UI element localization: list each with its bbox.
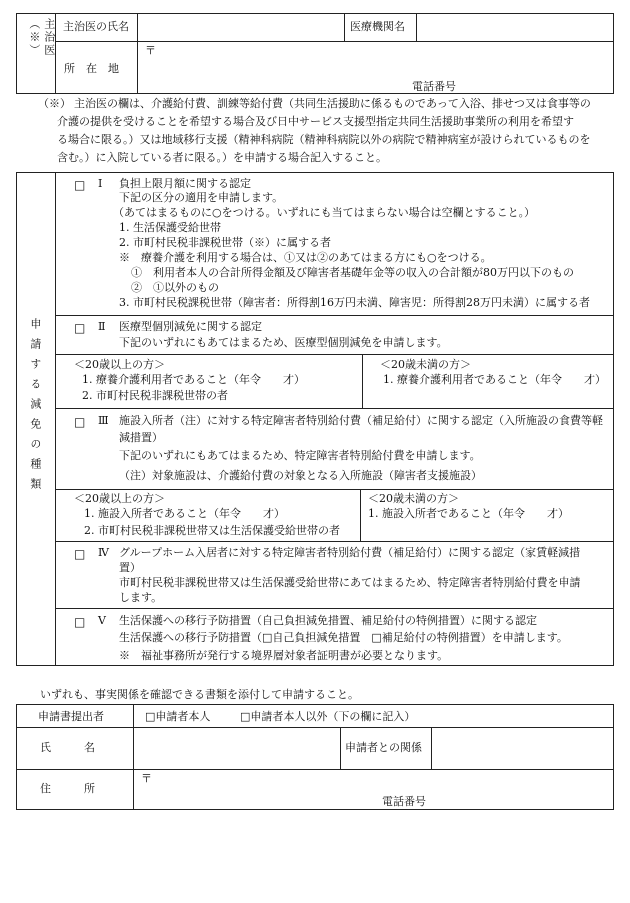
note-line1: 主治医の欄は、介護給付費、訓練等給付費（共同生活援助に係るものであって入浴、排せつ又は食事等の (74, 97, 591, 110)
s4-title: グループホーム入居者に対する特定障害者特別給付費（補足給付）に関する認定（家賃軽減措 (119, 546, 581, 559)
s4-checkbox[interactable]: □ (74, 547, 86, 561)
s3-left2[interactable]: 2. 市町村民税非課税世帯又は生活保護受給世帯の者 (84, 524, 340, 537)
s5-l2: ※ 福祉事務所が発行する境界層対象者証明書が必要となります。 (119, 649, 449, 662)
submitter-address-field[interactable] (134, 770, 613, 809)
s1-num: Ⅰ (98, 177, 103, 190)
s4-title2: 置） (119, 561, 141, 574)
s3-left1[interactable]: 1. 施設入所者であること（年令 才） (84, 507, 285, 520)
submitter-phone-label: 電話番号 (382, 795, 426, 808)
s1-l6[interactable]: ① 利用者本人の合計所得金額及び障害者基礎年金等の収入の合計額が80万円以下のもの (131, 266, 574, 279)
s2-left1[interactable]: 1. 療養介護利用者であること（年令 才） (82, 373, 305, 386)
submitter-address-label: 住 所 (40, 782, 95, 795)
s4-num: Ⅳ (98, 546, 109, 559)
s3-title: 施設入所者（注）に対する特定障害者特別給付費（補足給付）に関する認定（入所施設の食費等軽 (119, 414, 603, 427)
s3-left-head: ＜20歳以上の方＞ (74, 492, 165, 505)
submitter-option-self[interactable]: □申請者本人 (145, 710, 211, 723)
note-line2: 介護の提供を受けることを希望する場合及び日中サービス支援型指定共同生活援助事業所の利用を希望す (57, 115, 574, 128)
doctor-name-field[interactable] (138, 14, 343, 40)
s1-l4[interactable]: 2. 市町村民税非課税世帯（※）に属する者 (119, 236, 331, 249)
institution-label: 医療機関名 (350, 20, 405, 33)
footer-note: いずれも、事実関係を確認できる書類を添付して申請すること。 (40, 688, 359, 701)
s1-l8[interactable]: 3. 市町村民税課税世帯（障害者：所得割16万円未満、障害児：所得割28万円未満）に属する者 (119, 296, 590, 309)
s3-l1: 下記のいずれにもあてはまるため、特定障害者特別給付費を申請します。 (119, 449, 481, 462)
s1-title: 負担上限月額に関する認定 (119, 177, 251, 190)
institution-field[interactable] (417, 14, 613, 40)
submitter-name-field[interactable] (134, 728, 339, 768)
relation-label: 申請者との関係 (345, 741, 422, 754)
s2-right1[interactable]: 1. 療養介護利用者であること（年令 才） (383, 373, 606, 386)
note-line3: る場合に限る。）又は地域移行支援（精神科病院（精神科病院以外の病院で精神病室が設けられているものを (57, 133, 591, 146)
submitter-postal-mark: 〒 (141, 772, 152, 785)
doctor-phone-label: 電話番号 (412, 80, 456, 93)
s4-l1: 市町村民税非課税世帯又は生活保護受給世帯にあてはまるため、特定障害者特別給付費を申請 (119, 576, 581, 589)
s3-right-head: ＜20歳未満の方＞ (368, 492, 459, 505)
submitter-label: 申請書提出者 (38, 710, 104, 723)
submitter-option-other[interactable]: □申請者本人以外（下の欄に記入） (240, 710, 416, 723)
s3-l2: （注）対象施設は、介護給付費の対象となる入所施設（障害者支援施設） (119, 469, 482, 482)
s2-num: Ⅱ (98, 320, 106, 333)
s3-num: Ⅲ (98, 414, 109, 427)
note-marker: （※） (38, 97, 71, 110)
doctor-address-label: 所 在 地 (64, 62, 119, 75)
s1-l2: （あてはまるものに○をつける。いずれにも当てはまらない場合は空欄とすること。） (113, 206, 536, 219)
s2-l1: 下記のいずれにもあてはまるため、医療型個別減免を申請します。 (119, 336, 448, 349)
s2-right-head: ＜20歳未満の方＞ (380, 358, 471, 371)
s2-left2[interactable]: 2. 市町村民税非課税世帯の者 (82, 389, 228, 402)
reduction-side-label: 申請する減免の種類 (28, 318, 42, 498)
s1-l3[interactable]: 1. 生活保護受給世帯 (119, 221, 221, 234)
doctor-name-label: 主治医の氏名 (63, 20, 129, 33)
doctor-postal-mark: 〒 (145, 44, 156, 57)
s2-checkbox[interactable]: □ (74, 321, 86, 335)
doctor-address-field[interactable] (138, 42, 613, 93)
s3-right1[interactable]: 1. 施設入所者であること（年令 才） (368, 507, 569, 520)
s1-l7[interactable]: ② ①以外のもの (131, 281, 219, 294)
s5-checkbox[interactable]: □ (74, 615, 86, 629)
s2-title: 医療型個別減免に関する認定 (119, 320, 262, 333)
note-line4: 含む。）に入院している者に限る。）を申請する場合記入すること。 (57, 151, 387, 164)
s1-l1: 下記の区分の適用を申請します。 (119, 191, 284, 204)
s5-num: Ⅴ (98, 614, 106, 627)
s5-title: 生活保護への移行予防措置（自己負担減免措置、補足給付の特例措置）に関する認定 (119, 614, 537, 627)
submitter-name-label: 氏 名 (40, 741, 95, 754)
doctor-side-label: 主治医（※） (27, 18, 56, 57)
s1-checkbox[interactable]: □ (74, 178, 86, 192)
s5-l1: 生活保護への移行予防措置（□自己負担減免措置 □補足給付の特例措置）を申請します。 (119, 631, 568, 644)
s3-checkbox[interactable]: □ (74, 415, 86, 429)
s2-left-head: ＜20歳以上の方＞ (74, 358, 165, 371)
s1-l5: ※ 療養介護を利用する場合は、①又は②のあてはまる方にも○をつける。 (119, 251, 492, 264)
relation-field[interactable] (432, 728, 613, 768)
s4-l2: します。 (119, 591, 163, 604)
s3-title2: 減措置） (119, 431, 163, 444)
